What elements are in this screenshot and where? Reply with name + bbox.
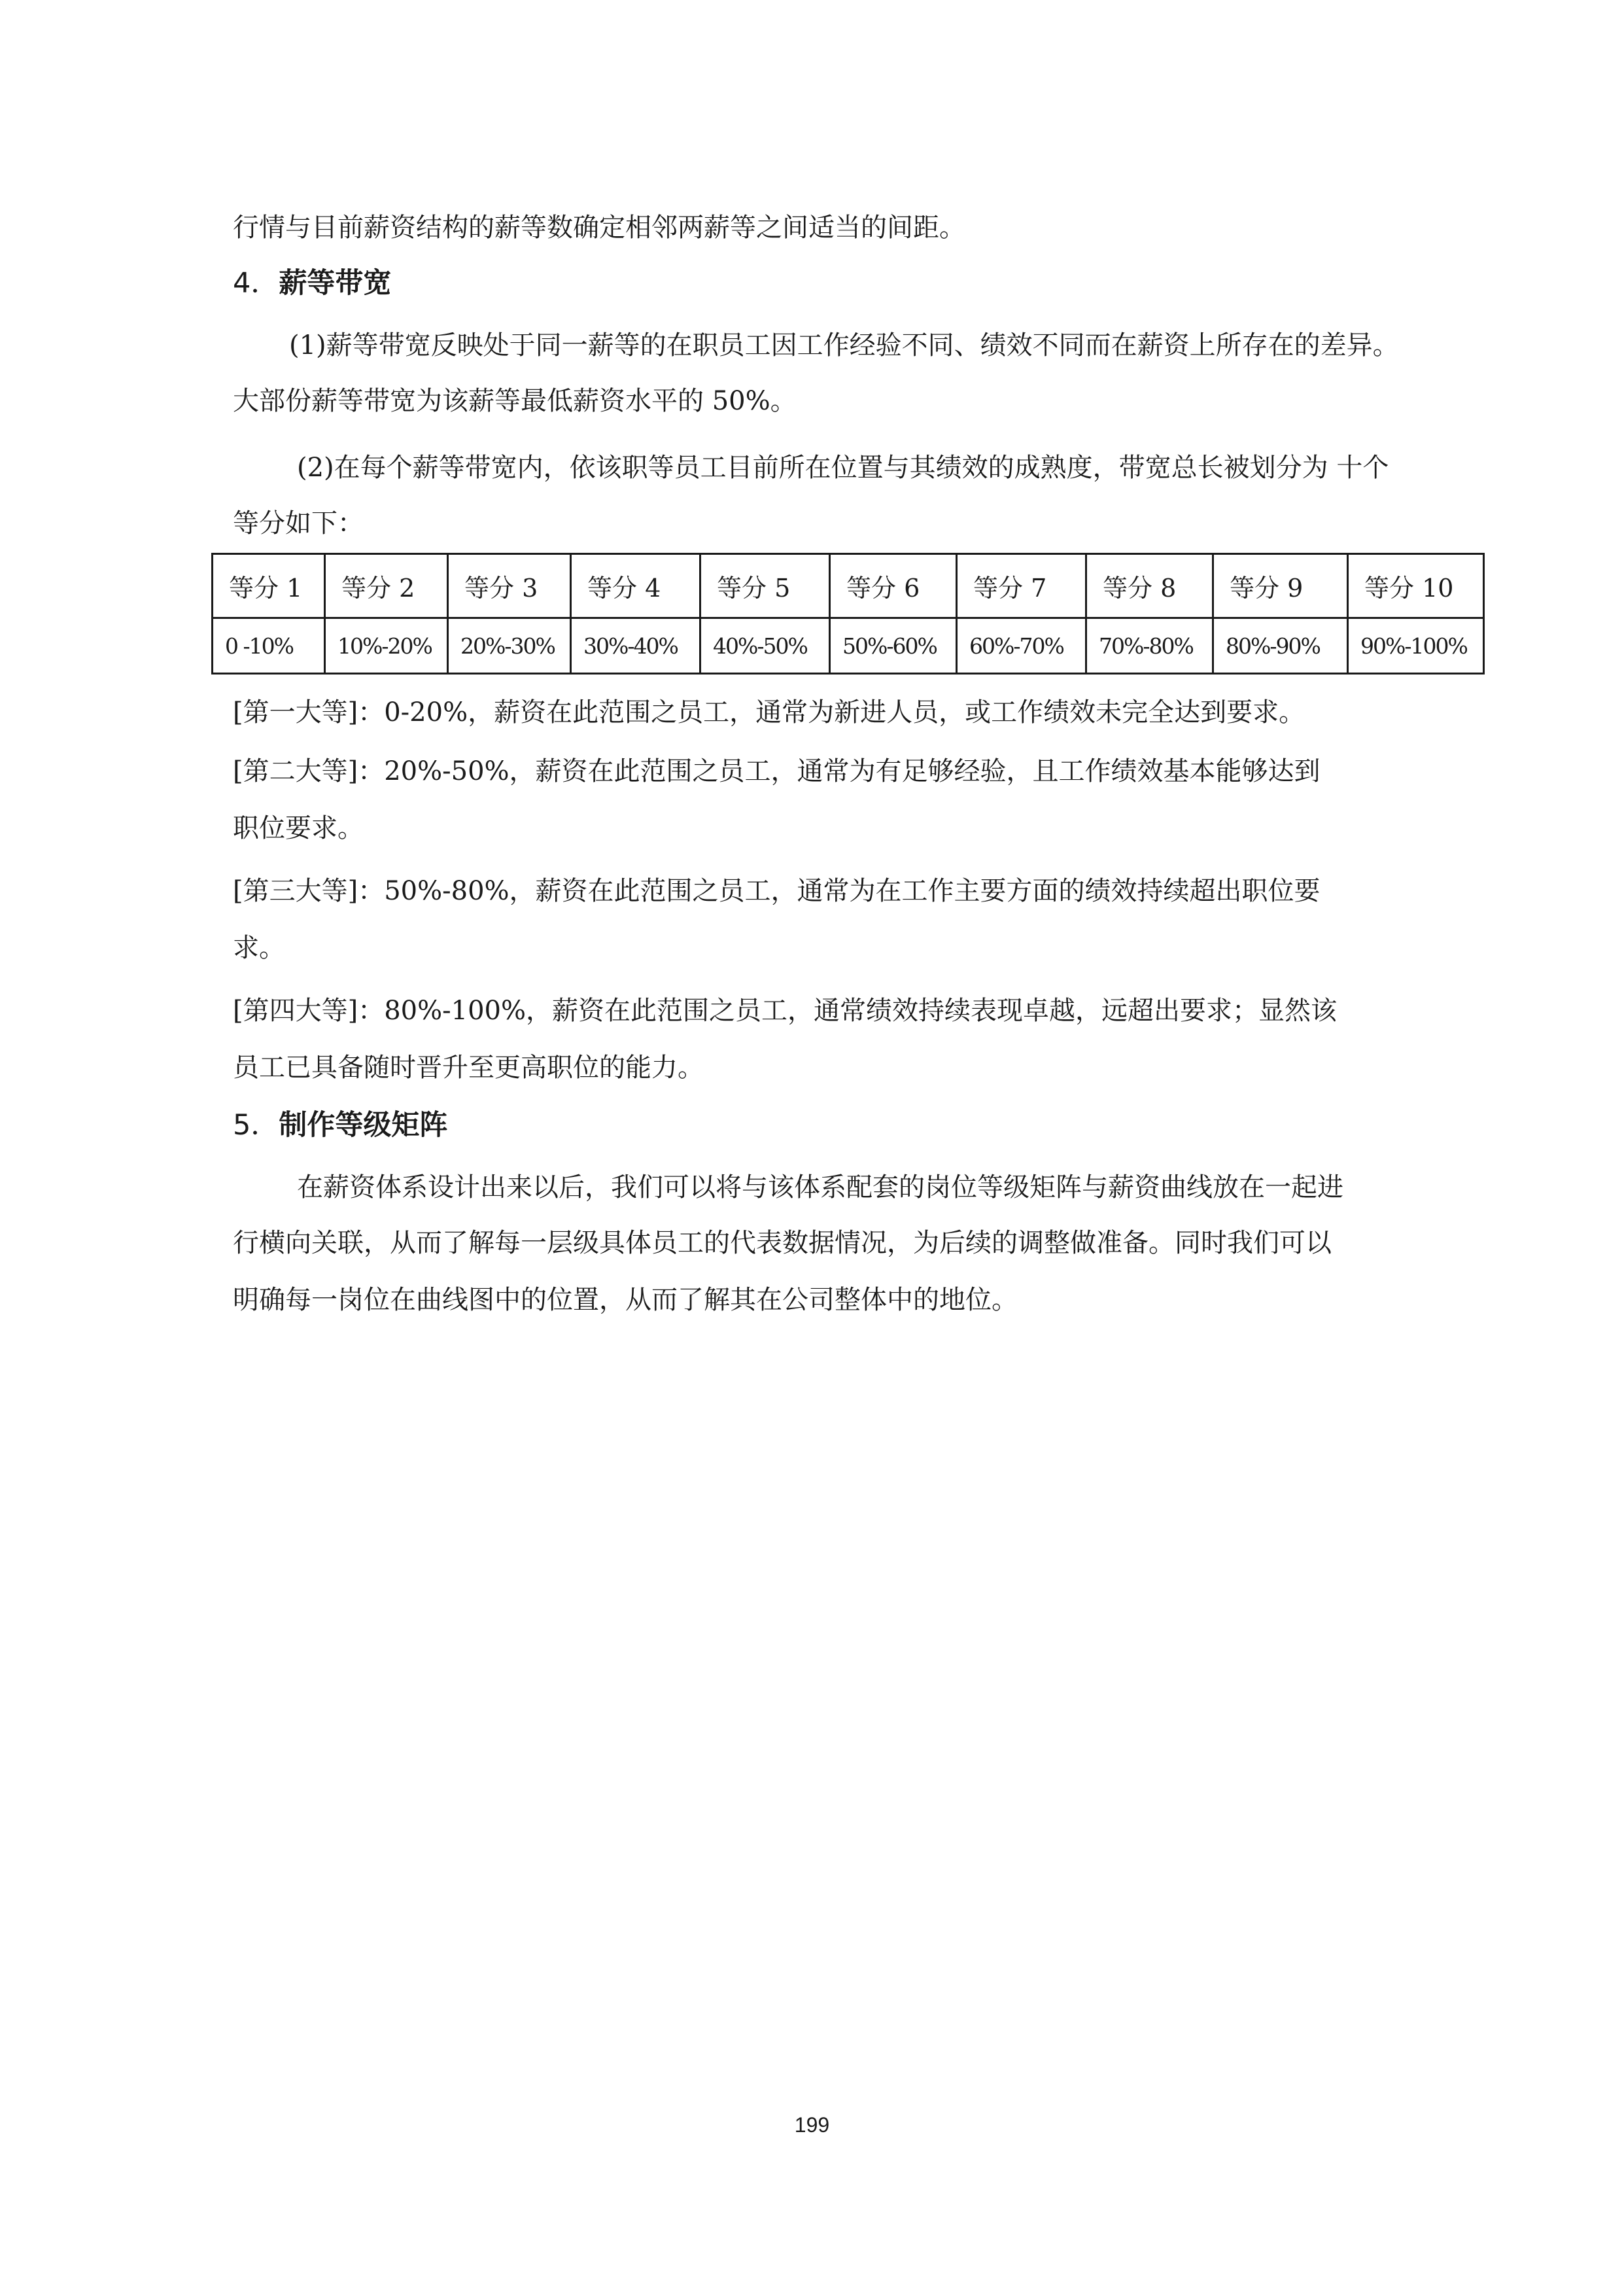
paragraph-grade-4-line-1: [第四大等]：80%-100%，薪资在此范围之员工，通常绩效持续表现卓越，远超出要求；显然该 bbox=[233, 996, 1337, 1026]
paragraph-continuation: 行情与目前薪资结构的薪等数确定相邻两薪等之间适当的间距。 bbox=[233, 213, 965, 243]
table-cell: 40%-50% bbox=[700, 618, 830, 674]
table-row bbox=[213, 618, 1484, 674]
paragraph-grade-3-line-2: 求。 bbox=[233, 933, 285, 963]
table-header-cell: 等分 1 bbox=[213, 554, 325, 618]
table-cell: 30%-40% bbox=[571, 618, 700, 674]
paragraph-matrix-line-2: 行横向关联，从而了解每一层级具体员工的代表数据情况，为后续的调整做准备。同时我们可以 bbox=[233, 1228, 1332, 1258]
table-header-cell: 等分 5 bbox=[700, 554, 830, 618]
section-heading-5 bbox=[233, 1108, 447, 1142]
table-cell: 90%-100% bbox=[1348, 618, 1484, 674]
table-header-cell: 等分 2 bbox=[325, 554, 448, 618]
table-header-cell: 等分 8 bbox=[1086, 554, 1213, 618]
section-title: 制作等级矩阵 bbox=[279, 1109, 448, 1142]
table-header-cell: 等分 9 bbox=[1213, 554, 1348, 618]
paragraph-bandwidth-2-line-1: (2)在每个薪等带宽内，依该职等员工目前所在位置与其绩效的成熟度，带宽总长被划分为 十个 bbox=[297, 453, 1389, 483]
paragraph-grade-1: [第一大等]：0-20%，薪资在此范围之员工，通常为新进人员，或工作绩效未完全达到要求。 bbox=[233, 697, 1305, 727]
paragraph-grade-2-line-2: 职位要求。 bbox=[233, 813, 364, 843]
division-table bbox=[211, 553, 1485, 674]
paragraph-matrix-line-3: 明确每一岗位在曲线图中的位置，从而了解其在公司整体中的地位。 bbox=[233, 1285, 1018, 1315]
table-header-cell: 等分 4 bbox=[571, 554, 700, 618]
paragraph-bandwidth-1-line-1: (1)薪等带宽反映处于同一薪等的在职员工因工作经验不同、绩效不同而在薪资上所存在的差异。 bbox=[289, 330, 1399, 360]
page-number: 199 bbox=[794, 2113, 830, 2137]
table-cell: 10%-20% bbox=[325, 618, 448, 674]
section-heading-4 bbox=[233, 266, 391, 300]
table-cell: 50%-60% bbox=[830, 618, 957, 674]
section-title: 薪等带宽 bbox=[279, 267, 392, 300]
paragraph-grade-3-line-1: [第三大等]：50%-80%，薪资在此范围之员工，通常为在工作主要方面的绩效持续超出职位要 bbox=[233, 876, 1321, 906]
table-cell: 80%-90% bbox=[1213, 618, 1348, 674]
table-cell: 60%-70% bbox=[957, 618, 1086, 674]
paragraph-bandwidth-2-line-2: 等分如下： bbox=[233, 508, 364, 538]
table-header-cell: 等分 7 bbox=[957, 554, 1086, 618]
paragraph-bandwidth-1-line-2: 大部份薪等带宽为该薪等最低薪资水平的 50%。 bbox=[233, 386, 797, 416]
section-number: 4． bbox=[233, 267, 279, 300]
paragraph-matrix-line-1: 在薪资体系设计出来以后，我们可以将与该体系配套的岗位等级矩阵与薪资曲线放在一起进 bbox=[297, 1172, 1343, 1202]
table-header-cell: 等分 3 bbox=[448, 554, 571, 618]
table-header-row bbox=[213, 554, 1484, 618]
section-number: 5． bbox=[233, 1109, 279, 1142]
paragraph-grade-2-line-1: [第二大等]：20%-50%，薪资在此范围之员工，通常为有足够经验，且工作绩效基本能够达到 bbox=[233, 756, 1321, 786]
table-cell: 20%-30% bbox=[448, 618, 571, 674]
table-cell: 70%-80% bbox=[1086, 618, 1213, 674]
paragraph-grade-4-line-2: 员工已具备随时晋升至更高职位的能力。 bbox=[233, 1053, 704, 1083]
table-cell: 0 -10% bbox=[213, 618, 325, 674]
table-header-cell: 等分 6 bbox=[830, 554, 957, 618]
table-header-cell: 等分 10 bbox=[1348, 554, 1484, 618]
